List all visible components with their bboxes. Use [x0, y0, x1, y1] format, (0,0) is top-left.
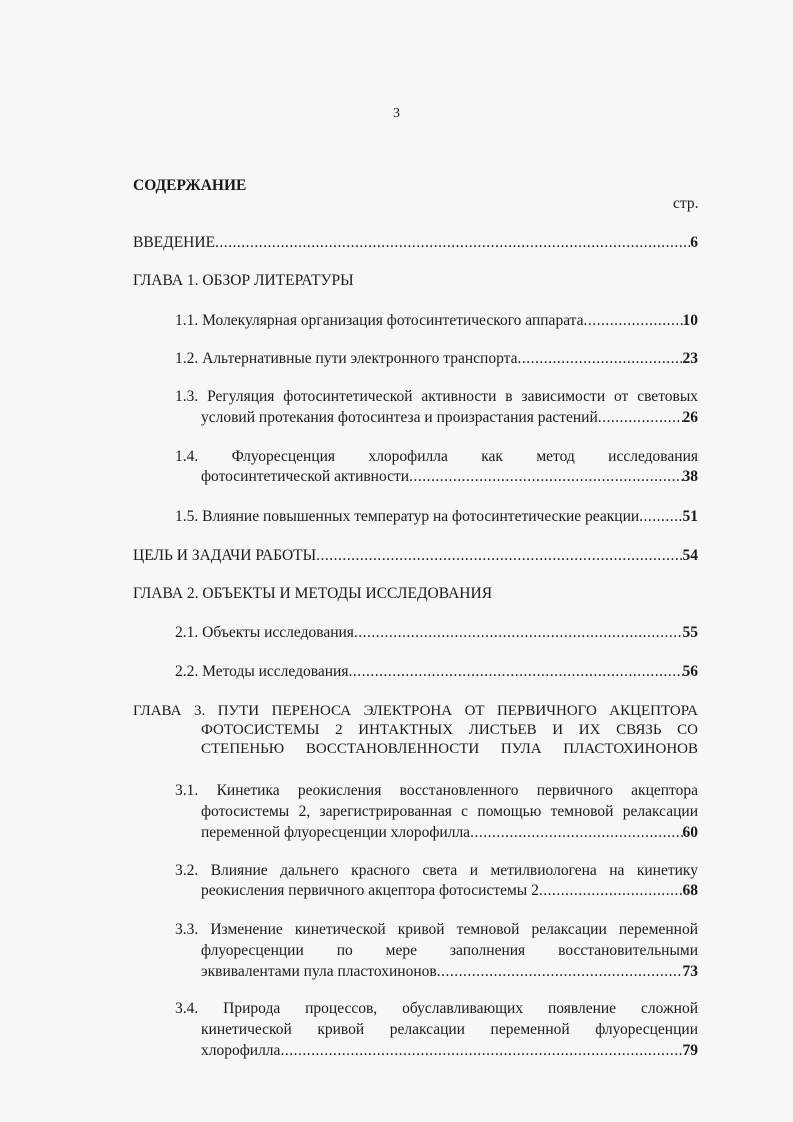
toc-entry-3-4-line1[interactable]: 3.4. Природа процессов, обуславливающих появление сложной	[175, 1000, 698, 1017]
toc-entry-3-4-line2: кинетической кривой релаксации переменной флуоресценции	[201, 1021, 698, 1038]
toc-entry-3-1-line1[interactable]: 3.1. Кинетика реокисления восстановленного первичного акцептора	[175, 782, 698, 799]
toc-entry-page: 68	[682, 882, 698, 899]
toc-entry-page: 79	[682, 1042, 698, 1059]
toc-entry-page: 10	[682, 312, 698, 329]
toc-entry-page: 6	[690, 234, 698, 251]
toc-entry-3-1-line2: фотосистемы 2, зарегистрированная с помощью темновой релаксации	[201, 803, 698, 820]
toc-entry-3-2-line1[interactable]: 3.2. Влияние дальнего красного света и метилвиологена на кинетику	[175, 862, 698, 879]
toc-entry-text: 2.2. Методы исследования	[175, 663, 349, 680]
toc-entry-1-4-line2[interactable]	[201, 466, 698, 487]
toc-entry-3-3-line1[interactable]: 3.3. Изменение кинетической кривой темновой релаксации переменной	[175, 921, 698, 938]
toc-entry-1-1[interactable]	[175, 310, 698, 331]
leader-dots	[584, 310, 683, 331]
toc-entry-3-3-line2: флуоресценции по мере заполнения восстановительными	[201, 942, 698, 959]
toc-entry-page: 55	[682, 624, 698, 641]
toc-entry-1-4-line1[interactable]: 1.4. Флуоресценция хлорофилла как метод исследования	[175, 448, 698, 465]
leader-dots	[354, 622, 683, 643]
toc-entry-page: 23	[682, 350, 698, 367]
toc-entry-page: 51	[682, 508, 698, 525]
chapter-3-heading-line3: СТЕПЕНЬЮ ВОССТАНОВЛЕННОСТИ ПУЛА ПЛАСТОХИНОНОВ	[201, 741, 698, 757]
toc-entry-page: 73	[682, 963, 698, 980]
toc-entry-3-3-line3[interactable]	[201, 961, 698, 982]
chapter-3-heading-line2: ФОТОСИСТЕМЫ 2 ИНТАКТНЫХ ЛИСТЬЕВ И ИХ СВЯЗЬ СО	[201, 722, 698, 738]
leader-dots	[437, 961, 683, 982]
chapter-2-heading[interactable]: ГЛАВА 2. ОБЪЕКТЫ И МЕТОДЫ ИССЛЕДОВАНИЯ	[133, 585, 493, 602]
toc-entry-text: эквивалентами пула пластохинонов	[201, 963, 437, 980]
toc-entry-page: 60	[682, 824, 698, 841]
toc-entry-text: 2.1. Объекты исследования	[175, 624, 354, 641]
toc-entry-2-1[interactable]	[175, 622, 698, 643]
leader-dots	[598, 407, 683, 428]
toc-entry-text: фотосинтетической активности	[201, 468, 410, 485]
toc-entry-text: ВВЕДЕНИЕ	[133, 234, 216, 251]
toc-entry-text: 1.5. Влияние повышенных температур на фотосинтетические реакции	[175, 508, 640, 525]
toc-entry-text: условий протекания фотосинтеза и произрастания растений	[201, 409, 598, 426]
toc-entry-3-2-line2[interactable]	[201, 880, 698, 901]
toc-entry-3-4-line3[interactable]	[201, 1040, 698, 1061]
toc-entry-page: 56	[682, 663, 698, 680]
toc-entry-text: 1.2. Альтернативные пути электронного транспорта	[175, 350, 518, 367]
toc-entry-2-2[interactable]	[175, 661, 698, 682]
leader-dots	[639, 506, 682, 527]
toc-entry-text: ЦЕЛЬ И ЗАДАЧИ РАБОТЫ	[133, 547, 317, 564]
toc-entry-1-3-line1[interactable]: 1.3. Регуляция фотосинтетической активности в зависимости от световых	[175, 388, 698, 405]
toc-entry-page: 26	[682, 409, 698, 426]
toc-entry-text: переменной флуоресценции хлорофилла	[201, 824, 471, 841]
toc-entry-intro[interactable]	[133, 232, 698, 253]
toc-entry-text: реокисления первичного акцептора фотосистемы 2	[201, 882, 539, 899]
toc-title: СОДЕРЖАНИЕ	[133, 177, 247, 194]
chapter-3-heading-line1[interactable]: ГЛАВА 3. ПУТИ ПЕРЕНОСА ЭЛЕКТРОНА ОТ ПЕРВИЧНОГО АКЦЕПТОРА	[133, 703, 698, 719]
leader-dots	[409, 466, 682, 487]
leader-dots	[539, 880, 683, 901]
toc-entry-page: 38	[682, 468, 698, 485]
toc-entry-1-2[interactable]	[175, 348, 698, 369]
toc-entry-text: хлорофилла	[201, 1042, 281, 1059]
leader-dots	[348, 661, 682, 682]
toc-entry-goals[interactable]	[133, 545, 698, 566]
toc-entry-text: 1.1. Молекулярная организация фотосинтетического аппарата	[175, 312, 584, 329]
toc-entry-1-5[interactable]	[175, 506, 698, 527]
pages-column-label: стр.	[673, 195, 699, 212]
leader-dots	[470, 822, 682, 843]
toc-entry-page: 54	[682, 547, 698, 564]
leader-dots	[280, 1040, 682, 1061]
leader-dots	[215, 232, 690, 253]
toc-entry-3-1-line3[interactable]	[201, 822, 698, 843]
page-number: 3	[393, 106, 400, 121]
leader-dots	[517, 348, 682, 369]
leader-dots	[316, 545, 682, 566]
chapter-1-heading[interactable]: ГЛАВА 1. ОБЗОР ЛИТЕРАТУРЫ	[133, 272, 354, 289]
toc-entry-1-3-line2[interactable]	[201, 407, 698, 428]
